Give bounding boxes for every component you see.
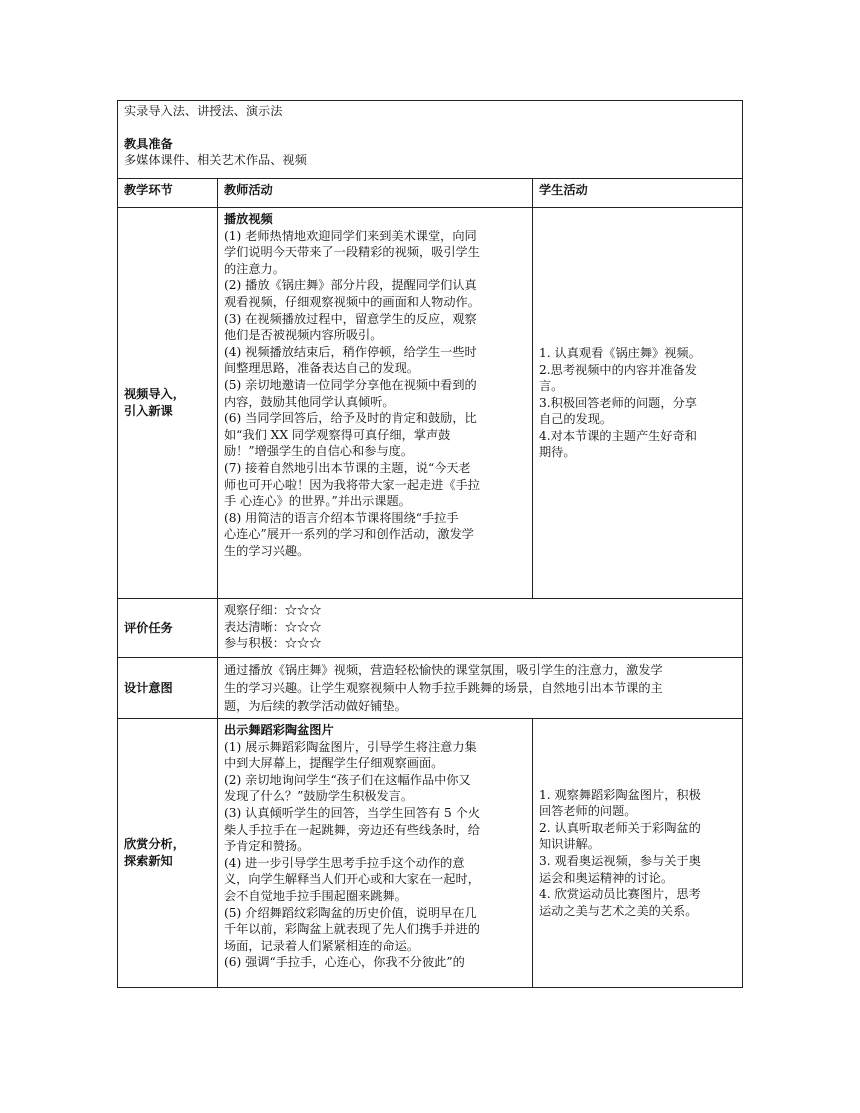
header-stage: 教学环节	[118, 179, 218, 208]
evaluation-row	[118, 599, 743, 658]
section2-student: 1. 观察舞蹈彩陶盆图片，积极 回答老师的问题。 2. 认真听取老师关于彩陶盆的 知识讲解。 3. 观看奥运视频，参与关于奥 运会和奥运精神的讨论。 4. 欣赏运动员比赛图片，思考 运动之美与艺术之美的关系。	[533, 719, 743, 988]
header-row	[118, 179, 743, 208]
header-student: 学生活动	[533, 179, 743, 208]
section1-teacher: 播放视频 (1) 老师热情地欢迎同学们来到美术课堂，向同 学们说明今天带来了一段精彩的视频，吸引学生 的注意力。 (2) 播放《锅庄舞》部分片段，提醒同学们认真 观看视频，仔细观察视频中的画面和人物动作。 (3) 在视频播放过程中，留意学生的反应，观察 他们是否被视频内容所吸引。 (4) 视频播放结束后，稍作停顿，给学生一些时 间整理思路，准备表达自己的发现。 (5) 亲切地邀请一位同学分享他在视频中看到的 内容，鼓励其他同学认真倾听。 (6) 当同学回答后，给予及时的肯定和鼓励，比 如“我们 XX 同学观察得可真仔细，掌声鼓 励！”增强学生的自信心和参与度。 (7) 接着自然地引出本节课的主题，说“今天老 师也可开心啦！因为我将带大家一起走进《手拉 手 心连心》的世界。”并出示课题。 (8) 用简洁的语言介绍本节课将围绕“手拉手 心连心”展开一系列的学习和创作活动，激发学 生的学习兴趣。	[218, 208, 533, 599]
design-row	[118, 658, 743, 719]
evaluation-stage: 评价任务	[118, 599, 218, 658]
section1-stage: 视频导入， 引入新课	[118, 208, 218, 599]
section2-teacher: 出示舞蹈彩陶盆图片 (1) 展示舞蹈彩陶盆图片，引导学生将注意力集 中到大屏幕上，提醒学生仔细观察画面。 (2) 亲切地询问学生“孩子们在这幅作品中你又 发现了什么？”鼓励学生积极发言。 (3) 认真倾听学生的回答，当学生回答有 5 个火 柴人手拉手在一起跳舞，旁边还有些线条时，给 予肯定和赞扬。 (4) 进一步引导学生思考手拉手这个动作的意 义，向学生解释当人们开心或和大家在一起时， 会不自觉地手拉手围起圈来跳舞。 (5) 介绍舞蹈纹彩陶盆的历史价值，说明早在几 千年以前，彩陶盆上就表现了先人们携手并进的 场面，记录着人们紧紧相连的命运。 (6) 强调“手拉手，心连心，你我不分彼此”的	[218, 719, 533, 988]
design-stage: 设计意图	[118, 658, 218, 719]
prep-title: 教具准备	[124, 136, 173, 151]
section2-stage: 欣赏分析， 探索新知	[118, 719, 218, 988]
teaching-methods: 实录导入法、讲授法、演示法	[124, 104, 283, 118]
design-content: 通过播放《锅庄舞》视频，营造轻松愉快的课堂氛围，吸引学生的注意力，激发学 生的学习兴趣。让学生观察视频中人物手拉手跳舞的场景，自然地引出本节课的主 题，为后续的教学活动做好铺垫。	[218, 658, 743, 719]
section2-row	[118, 719, 743, 988]
section1-teacher-title: 播放视频	[224, 212, 273, 226]
lesson-plan-table	[117, 100, 743, 988]
evaluation-content: 观察仔细：☆☆☆ 表达清晰：☆☆☆ 参与积极：☆☆☆	[218, 599, 743, 658]
section2-teacher-title: 出示舞蹈彩陶盆图片	[224, 723, 334, 737]
prep-text: 多媒体课件、相关艺术作品、视频	[124, 153, 307, 168]
methods-row	[118, 101, 743, 179]
methods-cell	[118, 101, 743, 179]
section1-student: 1. 认真观看《锅庄舞》视频。 2.思考视频中的内容并准备发 言。 3.积极回答老师的问题，分享 自己的发现。 4.对本节课的主题产生好奇和 期待。	[533, 208, 743, 599]
header-teacher: 教师活动	[218, 179, 533, 208]
section1-row	[118, 208, 743, 599]
